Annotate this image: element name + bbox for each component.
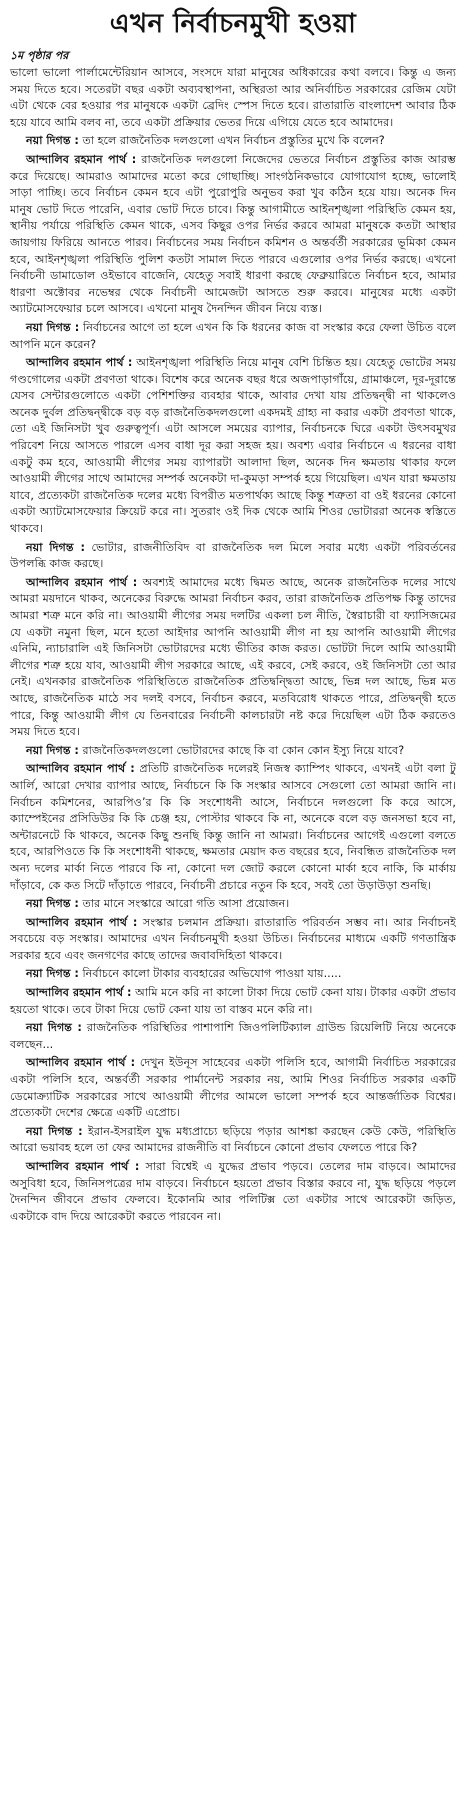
paragraph-text: দেখুন ইউনূস সাহেবের একটা পলিসি হবে, আগামী নির্বাচিত সরকারের একটা পলিসি হবে, অন্তর্বর্তী সরকার পার্মানেন্ট সরকার নয়, আমি শিওর নির্বাচিত সরকার একটি ডেমোক্র্যাটিক সরকারের সাথে আওয়ামী লীগের আমলে ভালো সম্পর্ক হবে আন্তর্জাতিক বিশ্বের। প্রত্যেকটা দেশের ক্ষেত্রে একটি এপ্রোচ। [10,1056,456,1120]
speaker-label: আন্দালিব রহমান পার্থ : [26,1160,140,1173]
article-headline: এখন নির্বাচনমুখী হওয়া [109,9,357,39]
paragraph-text: প্রতিটি রাজনৈতিক দলেরই নিজস্ব ক্যাম্পিং থাকবে, এখনই এটা বলা টু আর্লি, আরো দেখার ব্যাপার আছে, নির্বাচনে কি কি সংস্কার আসবে সেগুলো তো আমরা জানি না। নির্বাচন কমিশনের, আরপিও’র কি কি সংশোধনী আসে, নির্বাচনে দলগুলো কি করে আসে, ক্যাম্পেইনের প্রসিডিউর কি কি চেঞ্জ হয়, পোস্টার থাকবে কি না, অনেকে বলে বড় জনসভা হবে না, অন্টারনেটে কি থাকবে, অনেক কিছু শুনছি কিন্তু জানি না আমরা। নির্বাচনের আগেই এগুলো বলতে হবে, আরপিওতে কি কি সংশোধনী থাকছে, ক্ষমতার মেয়াদ কত বছরের হবে, নিবন্ধিত রাজনৈতিক দল অন্য দলের মার্কা নিতে পারবে কি না, কোনো দল জোট করলে কোনো মার্কা হবে নাকি, কি মার্কায় দাঁড়াবে, কে কত সিটে দাঁড়াতে পারবে, নির্বাচনী প্রচারে নতুন কি হবে, সবই তো উড়াউড়া শুনছি। [10,762,457,892]
interview-answer [10,1055,456,1121]
speaker-label: নয়া দিগন্ত : [26,743,79,757]
speaker-label: আন্দালিব রহমান পার্থ : [26,1056,136,1070]
paragraph-text: নির্বাচনের আগে তা হলে এখন কি কি ধরনের কাজ বা সংস্কার করে ফেলা উচিত বলে আপনি মনে করেন? [10,320,456,351]
paragraph-text: সারা বিশ্বেই এ যুদ্ধের প্রভাব পড়বে। তেলের দাম বাড়বে। আমাদের অসুবিধা হবে, জিনিসপত্রের দাম বাড়বে। নির্বাচনে হয়তো প্রভাব বিস্তার করবে না, যুদ্ধ ছড়িয়ে পড়লে দৈনন্দিন জীবনে প্রভাব ফেলবে। ইকোনমি আর পলিটিক্স তো একটার সাথে আরেকটা জড়িত, একটাকে বাদ দিয়ে আরেকটা করতে পারবেন না। [10,1160,456,1223]
speaker-label: নয়া দিগন্ত : [26,1124,83,1138]
interview-answer [10,355,456,538]
paragraph-text: তা হলে রাজনৈতিক দলগুলো এখন নির্বাচন প্রস্তুতির মুখে কি বলেন? [82,134,385,148]
interview-question [10,540,456,573]
paragraph-text: নির্বাচনে কালো টাকার ব্যবহারের অভিযোগ পাওয়া যায়..... [82,967,342,981]
article-paragraph [10,65,456,131]
speaker-label: আন্দালিব রহমান পার্থ : [26,762,135,776]
speaker-label: আন্দালিব রহমান পার্থ : [26,152,137,166]
interview-question [10,133,456,150]
speaker-label: নয়া দিগন্ত : [26,320,80,334]
speaker-label: নয়া দিগন্ত : [26,1021,82,1035]
interview-answer [10,575,456,741]
paragraph-text: আইনশৃঙ্খলা পরিস্থিতি নিয়ে মানুষ বেশি চিন্তিত হয়। যেহেতু ভোটের সময় গণ্ডগোলের একটা প্রবণতা থাকে। বিশেষ করে অনেক বছর ধরে অজপাড়াগাঁয়ে, গ্রামাঞ্চলে, দূর-দূরান্তে যেসব সেন্টারগুলোতে একটা পেশিশক্তির ব্যবহার থাকে, আবার দেখা যায় প্রতিদ্বন্দ্বী না থাকলেও অনেক দুর্বল প্রতিদ্বন্দ্বীকে বড় বড় রাজনৈতিকদলগুলো একদমই গ্রাহ্য না করার একটা প্রবণতা থাকে, তো এই জিনিসটা খুব গুরুত্বপূর্ণ। এটা আসলে সময়ের ব্যাপার, নির্বাচনকে ঘিরে একটা উৎসবমুখর পরিবেশ নিয়ে আসতে পারলে এসব বাধা দূর করা সহজ হয়। অবশ্য এবার নির্বাচনে এ ধরনের বাধা একটু কম হবে, আওয়ামী লীগের সময় ব্যাপারটা আলাদা ছিল, অনেক দিন ক্ষমতায় থাকার ফলে আওয়ামী লীগের সাথে আমাদের সম্পর্ক অনেকটা দা-কুমড়া সম্পর্ক হয়ে গিয়েছিল। এখন যারা ক্ষমতায় যাবে, প্রত্যেকটা রাজনৈতিক দলের মধ্যে বিপরীত মতপার্থক্য আছে কিন্তু শত্রুতা বা ওই ধরনের কোনো একটা অ্যাটমোসফেয়ার ক্রিয়েট করে না। সুতরাং ওই দিক থেকে আমি শিওর ভোটাররা অনেক স্বস্তিতে থাকবে। [10,356,456,536]
paragraph-text: আমি মনে করি না কালো টাকা দিয়ে ভোট কেনা যায়। টাকার একটা প্রভাব হয়তো থাকে। তবে টাকা দিয়ে ভোট কেনা যায় তা বাস্তব মনে করি না। [10,986,456,1016]
paragraph-text: অবশ্যই আমাদের মধ্যে দ্বিমত আছে, অনেক রাজনৈতিক দলের সাথে আমরা ময়দানে থাকব, অনেকের বিরুদ্ধে আমরা নির্বাচন করব, তারা রাজনৈতিক প্রতিপক্ষ কিন্তু তাদের আমরা শত্রু মনে করি না। আওয়ামী লীগের সময় দলটির একলা চল নীতি, স্বৈরাচারী বা ফ্যাসিজমের যে একটা নমুনা ছিল, মনে হতো আইদার আপনি আওয়ামী লীগ না হয় আপনি আওয়ামী লীগের এনিমি, ন্যাচারালি এই জিনিসটা ভোটারদের মধ্যে ভীতির কাজ করত। ভোটটা দিলে আমি আওয়ামী লীগের শত্রু হয়ে যাব, আওয়ামী লীগ সরকারে আছে, এই করবে, সেই করবে, ওই জিনিসটা তো আর নেই। এখনকার রাজনৈতিক পরিস্থিতিতে রাজনৈতিক প্রতিদ্বন্দ্বিতা আছে, ভিন্ন দল আছে, ভিন্ন মত আছে, রাজনৈতিক মাঠে সব দলই বসবে, নির্বাচন করবে, মতবিরোধ থাকতে পারে, প্রতিদ্বন্দ্বী হতে পারে, কিন্তু আওয়ামী লীগ যে তিনবারের নির্বাচনী কালচারটা নষ্ট করে দিয়েছিল এটা ঠিক করতেও সময় দিতে হবে। [10,575,456,739]
speaker-label: আন্দালিব রহমান পার্থ : [26,915,138,929]
paragraph-text: রাজনৈতিক দলগুলো নিজেদের ভেতরে নির্বাচন প্রস্তুতির কাজ আরম্ভ করে দিয়েছে। আমরাও আমাদের মতো করে গোছাচ্ছি। সাংগঠনিকভাবে যোগাযোগ হচ্ছে, ভালোই সাড়া পাচ্ছি। তবে নির্বাচন কেমন হবে এটা পুরোপুরি অনুভব করা খুব কঠিন হয়ে যায়। অনেক দিন মানুষ ভোট দিতে পারেনি, এবার ভোট দিতে চাবে। কিন্তু আগামীতে আইনশৃঙ্খলা পরিস্থিতি কেমন হয়, স্থানীয় পর্যায়ে পরিস্থিতি কেমন থাকে, এসব কিছুর ওপর নির্ভর করবে আমরা মানুষকে কতটা আস্থার জায়গায় ফিরিয়ে আনতে পারব। নির্বাচনের সময় নির্বাচন কমিশন ও অন্তর্বর্তী সরকারের ভূমিকা কেমন হবে, আইনশৃঙ্খলা পরিস্থিতি পুলিশ কতটা সামাল দিতে পারবে এগুলোর ওপর নির্ভর করছে। এখনো নির্বাচনী ডামাডোল ওইভাবে বাজেনি, যেহেতু সবাই ধারণা করছে ফেব্রুয়ারিতে নির্বাচন হবে, আমার ধারণা অক্টোবর নভেম্বর থেকে নির্বাচনী আমেজটা আসতে শুরু করবে। মানুষের মধ্যে একটা অ্যাটমোসফেয়ার চলে আসবে। এখনো মানুষ দৈনন্দিন জীবন নিয়ে ব্যস্ত। [10,152,456,316]
interview-question [10,743,456,760]
paragraph-text: তার মানে সংস্কারে আরো গতি আসা প্রয়োজন। [82,897,290,911]
speaker-label: আন্দালিব রহমান পার্থ : [26,356,133,370]
speaker-label: আন্দালিব রহমান পার্থ : [26,986,132,1000]
paragraph-text: ভোটার, রাজনীতিবিদ বা রাজনৈতিক দল মিলে সবার মধ্যে একটা পরিবর্তনের উপলব্ধি কাজ করছে। [10,540,456,571]
interview-answer [10,985,456,1018]
interview-question [10,966,456,983]
speaker-label: নয়া দিগন্ত : [26,967,79,981]
speaker-label: নয়া দিগন্ত : [26,134,79,148]
paragraph-text: সংস্কার চলমান প্রক্রিয়া। রাতারাতি পরিবর্তন সম্ভব না। আর নির্বাচনই সবচেয়ে বড় সংস্কার। আমাদের এখন নির্বাচনমুখী হওয়া উচিত। নির্বাচনের মাধ্যমে একটি গণতান্ত্রিক সরকার হবে এবং জনগণের কাছে তাদের জবাবদিহিতা থাকবে। [10,915,456,962]
article-body [10,65,456,1225]
continued-from-label: ১ম পৃষ্ঠার পর [10,49,69,62]
interview-question [10,896,456,913]
paragraph-text: ইরান-ইসরাইল যুদ্ধ মধ্যপ্রাচ্যে ছড়িয়ে পড়ার আশঙ্কা করছেন কেউ কেউ, পরিস্থিতি আরো ভয়াবহ হলে তা ফের আমাদের রাজনীতি বা নির্বাচনে কোনো প্রভাব ফেলতে পারে কি? [10,1124,456,1155]
interview-answer [10,761,456,894]
interview-question [10,1124,456,1157]
paragraph-text: ভালো ভালো পার্লামেন্টেরিয়ান আসবে, সংসদে যারা মানুষের অধিকারের কথা বলবে। কিন্তু এ জন্য সময় দিতে হবে। সতেরটা বছর একটা অব্যবস্থাপনা, অস্থিরতা আর অনির্বাচিত সরকারের রেজিম যেটা এটা থেকে বের হওয়ার পর মানুষকে একটা ব্রেদিং স্পেস দিতে হবে। রাতারাতি বাংলাদেশ আবার ঠিক হয়ে যাবে আমি বলব না, তবে একটা প্রক্রিয়ার ভেতর দিয়ে এগিয়ে যেতে হবে আমাদের। [10,66,456,129]
interview-question [10,1020,456,1053]
interview-answer [10,152,456,318]
interview-question [10,320,456,353]
paragraph-text: রাজনৈতিক পরিস্থিতির পাশাপাশি জিওপলিটিক্যাল গ্রাউন্ড রিয়েলিটি নিয়ে অনেকে বলছেন... [10,1021,456,1051]
interview-answer [10,915,456,965]
speaker-label: নয়া দিগন্ত : [26,540,85,554]
paragraph-text: রাজনৈতিকদলগুলো ভোটারদের কাছে কি বা কোন কোন ইস্যু নিয়ে যাবে? [82,743,405,757]
interview-answer [10,1159,456,1225]
speaker-label: আন্দালিব রহমান পার্থ : [26,575,138,589]
speaker-label: নয়া দিগন্ত : [26,897,79,911]
